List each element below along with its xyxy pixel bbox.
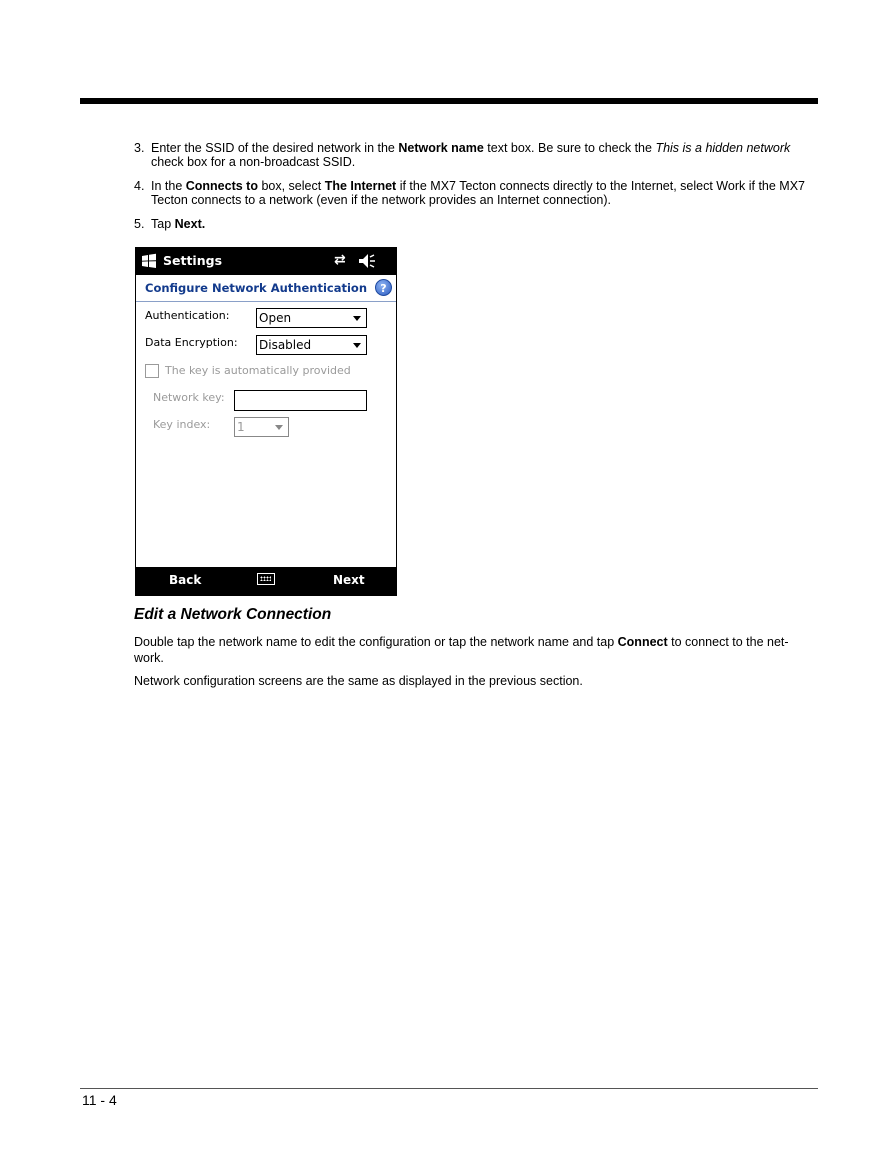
chevron-down-icon — [275, 425, 283, 430]
auto-key-label: The key is automatically provided — [165, 364, 351, 377]
key-index-label: Key index: — [153, 418, 211, 431]
authentication-select[interactable]: Open — [256, 308, 367, 328]
chevron-down-icon — [353, 343, 361, 348]
encryption-select[interactable]: Disabled — [256, 335, 367, 355]
chevron-down-icon — [353, 316, 361, 321]
edit-instructions: Double tap the network name to edit the configuration or tap the network name and tap Connect to connect to the net-work. — [134, 635, 789, 665]
help-icon[interactable]: ? — [375, 279, 392, 296]
section-heading: Edit a Network Connection — [134, 606, 332, 623]
steps-list — [134, 141, 818, 241]
windows-logo-icon[interactable] — [141, 253, 157, 269]
footer-rule — [80, 1088, 818, 1089]
device-softkey-bar — [136, 567, 396, 595]
device-page-title: Configure Network Authentication — [145, 281, 368, 295]
connectivity-icon[interactable]: ⇄ — [334, 252, 346, 268]
next-softkey[interactable]: Next — [333, 573, 365, 587]
step-3: 3. Enter the SSID of the desired network in the Network name text box. Be sure to check the This is a hidden network check box for a non-broadcast SSID. — [134, 141, 791, 169]
network-key-label: Network key: — [153, 391, 225, 404]
step-number: 3. — [134, 141, 145, 155]
keyboard-icon[interactable] — [257, 573, 275, 585]
device-page-header — [136, 275, 396, 302]
step-5: 5. Tap Next. — [134, 217, 206, 231]
step-number: 5. — [134, 217, 145, 231]
back-softkey[interactable]: Back — [169, 573, 202, 587]
encryption-label: Data Encryption: — [145, 336, 238, 349]
header-rule — [80, 98, 818, 104]
device-screenshot — [135, 247, 397, 596]
authentication-label: Authentication: — [145, 309, 230, 322]
network-key-input[interactable] — [234, 390, 367, 411]
device-title: Settings — [163, 253, 223, 268]
key-index-select[interactable]: 1 — [234, 417, 289, 437]
speaker-muted-icon[interactable] — [356, 251, 376, 271]
config-note: Network configuration screens are the same as displayed in the previous section. — [134, 674, 583, 688]
step-number: 4. — [134, 179, 145, 193]
device-title-bar — [136, 248, 396, 275]
step-4: 4. In the Connects to box, select The Internet if the MX7 Tecton connects directly to the Internet, select Work if the MX7 Tecton connects to a network (even if the network provides an Internet connection). — [134, 179, 805, 207]
auto-key-checkbox[interactable] — [145, 364, 159, 378]
page-number: 11 - 4 — [82, 1092, 117, 1108]
